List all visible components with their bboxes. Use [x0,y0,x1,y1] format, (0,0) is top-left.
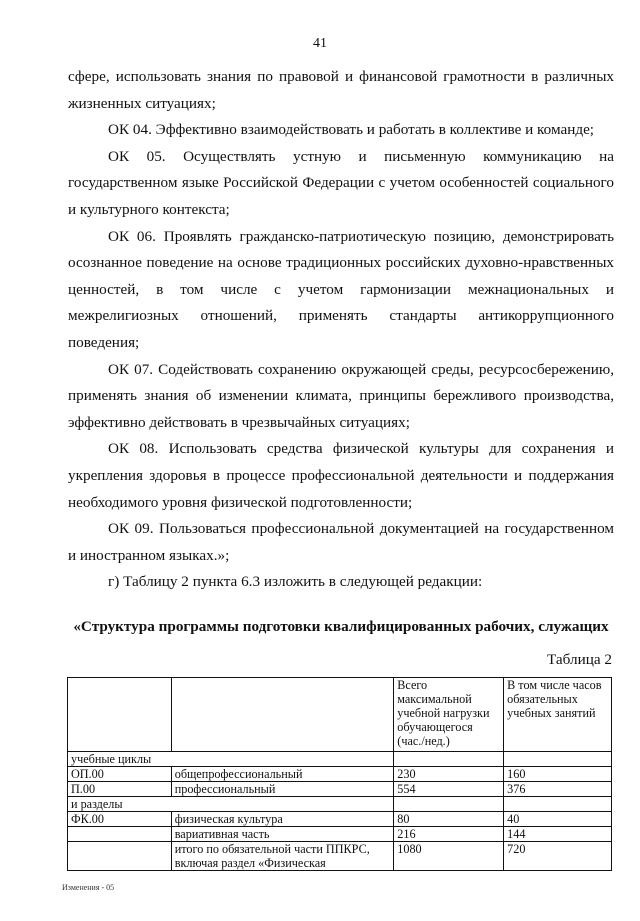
paragraph-continued: сфере, использовать знания по правовой и финансовой грамотности в различных жизненных ситуациях; [68,68,614,112]
cell-name [171,797,394,812]
cell-mandatory [504,797,612,812]
document-body [68,64,614,596]
table-caption: Таблица 2 [547,651,612,668]
header-empty-cell [171,678,394,752]
page-number: 41 [313,36,327,51]
table-row [68,827,612,842]
cell-total: 554 [394,782,504,797]
paragraph-ok05: ОК 05. Осуществлять устную и письменную коммуникацию на государственном языке Российской Федерации с учетом особенностей социального и культурного контекста; [68,147,614,218]
footer-note: Изменения - 05 [62,883,115,892]
cell-code: П.00 [68,782,172,797]
cell-code: ОП.00 [68,767,172,782]
paragraph-ok08: ОК 08. Использовать средства физической культуры для сохранения и укрепления здоровья в процессе профессиональной деятельности и поддержания необходимого уровня физической подготовленности; [68,440,614,511]
table-row [68,812,612,827]
cell-total: 230 [394,767,504,782]
cell-code [68,827,172,842]
cell-code: и разделы [68,797,172,812]
cell-name: физическая культура [171,812,394,827]
paragraph-ok06: ОК 06. Проявлять гражданско-патриотическую позицию, демонстрировать осознанное поведение на основе традиционных российских духовно-нравственных ценностей, в том числе с учетом гармонизации межнациональных и межрелигиозных отношений, применять стандарты антикоррупционного поведения; [68,227,614,351]
cell-total [394,797,504,812]
cell-total: 80 [394,812,504,827]
paragraph-ok04: ОК 04. Эффективно взаимодействовать и работать в коллективе и команде; [108,121,595,139]
cell-name: вариативная часть [171,827,394,842]
cell-code: ФК.00 [68,812,172,827]
table-header-row [68,678,612,752]
cell-code [68,842,172,871]
header-empty-cell [68,678,172,752]
table-row [68,797,612,812]
cell-total: 1080 [394,842,504,871]
cell-name: итого по обязательной части ППКРС, включая раздел «Физическая [171,842,394,871]
table-row [68,842,612,871]
cell-mandatory: 144 [504,827,612,842]
cell-mandatory: 376 [504,782,612,797]
cell-mandatory: 40 [504,812,612,827]
paragraph-ok07: ОК 07. Содействовать сохранению окружающей среды, ресурсосбережению, применять знания об изменении климата, принципы бережливого производства, эффективно действовать в чрезвычайных ситуациях; [68,360,614,431]
table-title: «Структура программы подготовки квалифицированных рабочих, служащих [73,618,609,635]
header-mandatory-hours: В том числе часов обязательных учебных занятий [504,678,612,752]
cell-name: общепрофессиональный [171,767,394,782]
cell-total [394,752,504,767]
table-row [68,752,612,767]
cell-name: профессиональный [171,782,394,797]
cell-code: учебные циклы [68,752,172,767]
cell-name [171,752,394,767]
table-row [68,767,612,782]
program-structure-table [67,677,612,871]
header-total-hours: Всего максимальной учебной нагрузки обучающегося (час./нед.) [394,678,504,752]
paragraph-instruction: г) Таблицу 2 пункта 6.3 изложить в следующей редакции: [108,573,483,591]
table-row [68,782,612,797]
cell-mandatory: 720 [504,842,612,871]
cell-mandatory [504,752,612,767]
cell-total: 216 [394,827,504,842]
cell-mandatory: 160 [504,767,612,782]
paragraph-ok09: ОК 09. Пользоваться профессиональной документацией на государственном и иностранном языках.»; [68,520,614,564]
